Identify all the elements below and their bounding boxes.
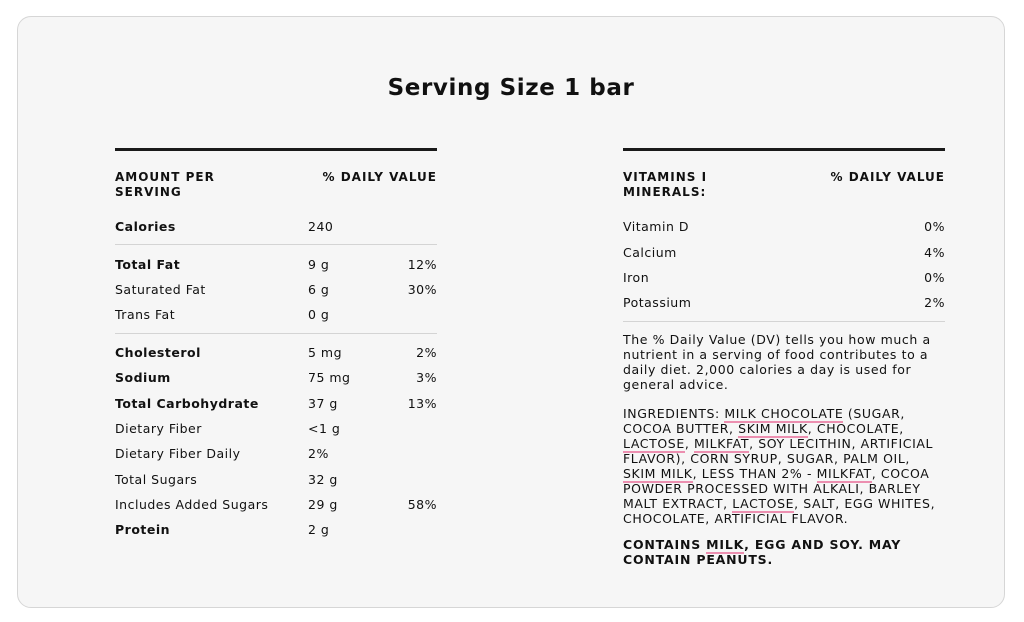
nutrient-name: Total Carbohydrate — [115, 395, 259, 411]
nutrient-amount: 0 g — [308, 307, 330, 323]
vitamin-name: Iron — [623, 269, 650, 285]
nutrient-name: Protein — [115, 522, 171, 538]
ingredients-text — [623, 406, 945, 526]
text-segment: , LESS THAN 2% - — [692, 465, 817, 481]
daily-value-header: % DAILY VALUE — [322, 170, 437, 184]
nutrition-card — [17, 16, 1005, 608]
nutrient-row — [115, 441, 437, 466]
vitamin-row — [623, 239, 945, 264]
divider — [115, 244, 437, 245]
nutrient-row — [115, 340, 437, 365]
nutrient-daily-value: 3% — [416, 370, 437, 386]
allergen-highlight: MILKFAT — [816, 465, 872, 481]
text-segment: , SOY LECITHIN, ARTIFICIAL FLAVOR), CORN SYRUP, SUGAR, PALM OIL, — [623, 435, 934, 466]
nutrient-row — [115, 365, 437, 390]
vitamin-row — [623, 265, 945, 290]
vitamin-daily-value: 0% — [924, 219, 945, 235]
allergen-highlight: LACTOSE — [623, 435, 685, 451]
nutrient-row — [115, 277, 437, 302]
nutrient-name: Cholesterol — [115, 344, 201, 360]
nutrient-name: Sodium — [115, 370, 171, 386]
nutrient-name: Total Sugars — [115, 471, 198, 487]
vitamin-row — [623, 214, 945, 239]
nutrient-daily-value: 58% — [407, 497, 437, 513]
amount-per-serving-header: AMOUNT PER SERVING — [115, 170, 215, 199]
nutrient-amount: 2% — [308, 446, 329, 462]
text-segment: INGREDIENTS: — [623, 405, 725, 421]
nutrient-amount: 37 g — [308, 395, 338, 411]
nutrient-row — [115, 517, 437, 542]
vitamin-row — [623, 290, 945, 315]
nutrient-name: Saturated Fat — [115, 281, 206, 297]
nutrient-row — [115, 390, 437, 415]
text-segment: , CHOCOLATE, — [807, 420, 904, 436]
allergen-highlight: MILK CHOCOLATE — [724, 405, 844, 421]
divider — [623, 321, 945, 322]
nutrient-row — [115, 467, 437, 492]
vitamin-daily-value: 0% — [924, 269, 945, 285]
nutrient-row — [115, 492, 437, 517]
nutrient-amount: 240 — [308, 219, 334, 235]
text-segment: CONTAINS — [623, 536, 707, 552]
text-segment: , SALT, EGG WHITES, CHOCOLATE, ARTIFICIAL FLAVOR. — [623, 495, 936, 526]
text-segment: , — [684, 435, 694, 451]
nutrient-amount: 75 mg — [308, 370, 351, 386]
nutrient-amount: 5 mg — [308, 344, 343, 360]
nutrition-header — [115, 151, 437, 200]
vitamins-daily-value-header: % DAILY VALUE — [830, 170, 945, 184]
divider — [115, 333, 437, 334]
vitamins-header — [623, 151, 945, 200]
allergen-highlight: SKIM MILK — [623, 465, 693, 481]
nutrient-amount: 32 g — [308, 471, 338, 487]
vitamin-name: Potassium — [623, 295, 692, 311]
nutrition-facts-column — [115, 148, 437, 543]
nutrient-daily-value: 12% — [407, 256, 437, 272]
nutrient-amount: 2 g — [308, 522, 330, 538]
vitamins-column — [623, 148, 945, 567]
nutrient-amount: <1 g — [308, 420, 341, 436]
nutrient-row — [115, 214, 437, 239]
serving-size-title: Serving Size 1 bar — [387, 75, 635, 101]
nutrient-row — [115, 251, 437, 276]
nutrient-amount: 9 g — [308, 256, 330, 272]
allergen-highlight: MILK — [706, 536, 745, 552]
text-segment: , EGG AND SOY. MAY CONTAIN PEANUTS. — [623, 536, 902, 567]
nutrient-amount: 6 g — [308, 281, 330, 297]
nutrition-rows — [115, 214, 437, 543]
nutrient-row — [115, 302, 437, 327]
vitamin-name: Calcium — [623, 244, 677, 260]
text-segment: , COCOA POWDER PROCESSED WITH ALKALI, BARLEY MALT EXTRACT, — [623, 465, 930, 511]
nutrient-daily-value: 2% — [416, 344, 437, 360]
vitamin-daily-value: 2% — [924, 295, 945, 311]
vitamin-daily-value: 4% — [924, 244, 945, 260]
nutrient-name: Dietary Fiber — [115, 420, 202, 436]
nutrient-name: Includes Added Sugars — [115, 497, 269, 513]
nutrient-amount: 29 g — [308, 497, 338, 513]
vitamins-minerals-header: VITAMINS I MINERALS: — [623, 170, 708, 199]
vitamin-rows — [623, 214, 945, 316]
nutrient-name: Dietary Fiber Daily — [115, 446, 241, 462]
allergen-highlight: SKIM MILK — [738, 420, 808, 436]
nutrient-row — [115, 416, 437, 441]
allergen-highlight: LACTOSE — [732, 495, 795, 511]
vitamin-name: Vitamin D — [623, 219, 689, 235]
allergen-statement — [623, 537, 945, 567]
nutrient-daily-value: 30% — [407, 281, 437, 297]
allergen-highlight: MILKFAT — [693, 435, 750, 451]
text-segment: (SUGAR, COCOA BUTTER, — [623, 405, 905, 436]
nutrient-name: Calories — [115, 219, 176, 235]
nutrient-daily-value: 13% — [407, 395, 437, 411]
nutrient-name: Trans Fat — [115, 307, 176, 323]
daily-value-note: The % Daily Value (DV) tells you how much a nutrient in a serving of food contributes to a daily diet. 2,000 calories a day is used for general advice. — [623, 331, 931, 392]
nutrient-name: Total Fat — [115, 256, 181, 272]
